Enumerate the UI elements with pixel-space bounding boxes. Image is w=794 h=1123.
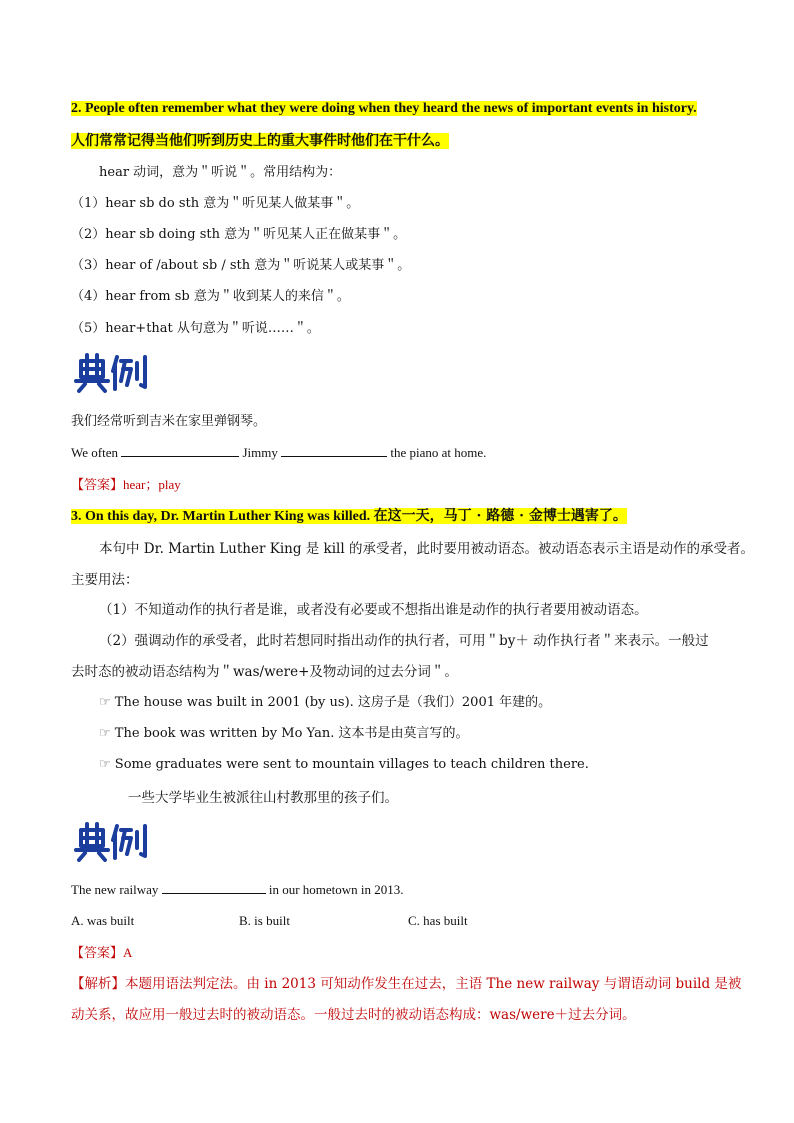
section2-intro: hear 动词，意为＂听说＂。常用结构为：: [99, 165, 342, 180]
analysis-label: 【解析】: [71, 976, 125, 992]
analysis-line-1: [71, 975, 741, 993]
section2-title-cn: 人们常常记得当他们听到历史上的重大事件时他们在干什么。: [71, 133, 449, 149]
answer-label: 【答案】: [71, 478, 124, 493]
option-b[interactable]: B. is built: [239, 913, 290, 928]
example-sentence-3-cn: 一些大学毕业生被派往山村教那里的孩子们。: [128, 790, 398, 806]
example-bullet-2: [99, 725, 469, 743]
answer-text: A: [123, 945, 133, 960]
example-bullet-1: [99, 694, 551, 712]
section3-use1: （1）不知道动作的执行者是谁，或者没有必要或不想指出谁是动作的执行者要用被动语态。: [99, 602, 648, 618]
section3-title-en: 3. On this day, Dr. Martin Luther King was killed.: [71, 509, 374, 524]
pointing-hand-icon: ☞: [99, 726, 111, 741]
example-sentence-1: The house was built in 2001 (by us). 这房子是（我们）2001 年建的。: [114, 695, 552, 710]
section3-use2-cont: 去时态的被动语态结构为＂was/were+及物动词的过去分词＂。: [71, 664, 458, 680]
section3-title-cn: 在这一天，马丁 · 路德 · 金博士遇害了。: [373, 508, 627, 524]
answer-blank-2[interactable]: [281, 444, 387, 457]
analysis-text-1: 本题用语法判定法。由 in 2013 可知动作发生在过去，主语 The new railway 与谓语动词 build 是被: [125, 976, 742, 992]
usage-item-1: （1）hear sb do sth 意为＂听见某人做某事＂。: [71, 196, 360, 211]
question-text-3: the piano at home.: [390, 445, 487, 460]
usage-item-3: （3）hear of /about sb / sth 意为＂听说某人或某事＂。: [71, 258, 411, 273]
example-bullet-3: [99, 756, 589, 774]
mcq-question-text-1: The new railway: [71, 882, 159, 897]
answer-label: 【答案】: [71, 946, 124, 961]
example-cn-sentence: 我们经常听到吉米在家里弹钢琴。: [71, 414, 267, 429]
mcq-answer-blank[interactable]: [162, 881, 266, 894]
answer-line: [71, 476, 181, 495]
question-text-1: We often: [71, 445, 118, 460]
usage-item-4: （4）hear from sb 意为＂收到某人的来信＂。: [71, 289, 350, 304]
usage-item-5: （5）hear+that 从句意为＂听说……＂。: [71, 321, 320, 336]
section3-para1: 本句中 Dr. Martin Luther King 是 kill 的承受者，此时要用被动语态。被动语态表示主语是动作的承受者。: [99, 541, 754, 557]
answer-blank-1[interactable]: [121, 444, 239, 457]
pointing-hand-icon: ☞: [99, 757, 111, 772]
section3-para1-cont: 主要用法：: [71, 572, 139, 588]
option-c[interactable]: C. has built: [408, 913, 468, 928]
option-a[interactable]: A. was built: [71, 913, 135, 928]
fill-blank-question: [71, 444, 486, 462]
answer-line-2: [71, 944, 132, 963]
question-text-2: Jimmy: [242, 445, 278, 460]
pointing-hand-icon: ☞: [99, 695, 111, 710]
example-stamp-icon: [73, 820, 153, 862]
analysis-line-2: 动关系，故应用一般过去时的被动语态。一般过去时的被动语态构成：was/were＋过去分词。: [71, 1007, 636, 1023]
mcq-question-text-2: in our hometown in 2013.: [268, 882, 404, 897]
example-sentence-2: The book was written by Mo Yan. 这本书是由莫言写的。: [114, 726, 469, 741]
usage-item-2: （2）hear sb doing sth 意为＂听见某人正在做某事＂。: [71, 227, 407, 242]
answer-text: hear；play: [123, 477, 181, 492]
mcq-question: [71, 881, 404, 899]
section3-use2: （2）强调动作的承受者，此时若想同时指出动作的执行者，可用＂by＋ 动作执行者＂来表示。一般过: [99, 633, 709, 649]
example-sentence-3: Some graduates were sent to mountain villages to teach children there.: [114, 757, 589, 772]
section2-title-en: 2. People often remember what they were doing when they heard the news of important events in history.: [71, 101, 697, 116]
example-stamp-icon: [73, 351, 153, 393]
